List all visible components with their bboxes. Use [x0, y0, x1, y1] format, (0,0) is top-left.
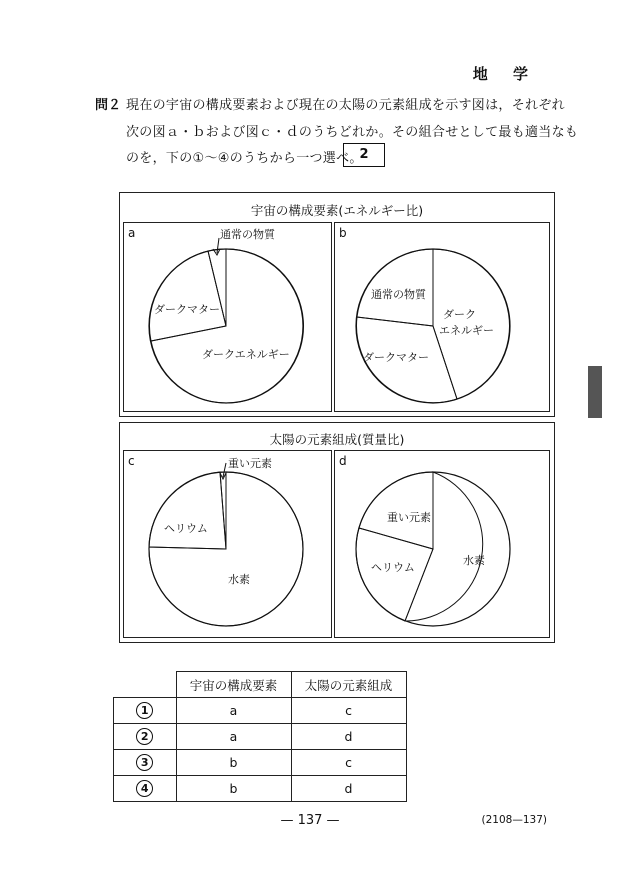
- pie-d-label-helium: ヘリウム: [371, 561, 415, 574]
- question-text-line-1: 現在の宇宙の構成要素および現在の太陽の元素組成を示す図は，それぞれ: [126, 98, 565, 113]
- pie-c-label-helium: ヘリウム: [164, 522, 208, 535]
- side-tab-marker: [588, 366, 602, 418]
- choice-cell[interactable]: [114, 750, 177, 776]
- universe-cell: b: [176, 750, 291, 776]
- universe-cell: a: [176, 724, 291, 750]
- choice-number[interactable]: 2: [136, 728, 153, 745]
- question-text-line-3: のを，下の①～④のうちから一つ選べ。: [126, 151, 363, 166]
- panel-c-letter: c: [128, 454, 135, 468]
- table-row[interactable]: [114, 776, 407, 802]
- panel-a-letter: a: [128, 226, 136, 240]
- pie-d-label-hydrogen: 水素: [463, 554, 485, 567]
- pie-a-slice-dark-matter: [149, 251, 226, 341]
- question-text-line-2: 次の図ａ・ｂおよび図ｃ・ｄのうちどれか。その組合せとして最も適当なも: [126, 125, 579, 140]
- sun-chart-title: 太陽の元素組成(質量比): [269, 432, 405, 447]
- choice-cell[interactable]: [114, 776, 177, 802]
- choice-number[interactable]: 1: [136, 702, 153, 719]
- pie-c-slice-helium: [149, 472, 226, 549]
- pie-b-label-dark-matter: ダークマター: [363, 351, 429, 364]
- choice-number[interactable]: 4: [136, 780, 153, 797]
- table-header-universe: 宇宙の構成要素: [176, 672, 291, 698]
- pie-d-slice-helium: [356, 528, 433, 621]
- subject-heading: 地 学: [472, 65, 538, 83]
- table-row[interactable]: [114, 750, 407, 776]
- panel-d-letter: d: [339, 454, 347, 468]
- page-code: (2108—137): [481, 814, 547, 826]
- choice-cell[interactable]: [114, 698, 177, 724]
- pie-a-label-dark-matter: ダークマター: [154, 303, 220, 316]
- universe-cell: a: [176, 698, 291, 724]
- panel-c: [123, 450, 332, 638]
- table-row[interactable]: [114, 698, 407, 724]
- sun-cell: d: [291, 776, 406, 802]
- universe-cell: b: [176, 776, 291, 802]
- panel-d: [334, 450, 550, 638]
- pie-b-label-dark-energy-2: エネルギー: [439, 324, 494, 337]
- choice-number[interactable]: 3: [136, 754, 153, 771]
- pie-d: [335, 451, 549, 637]
- panel-b-letter: b: [339, 226, 347, 240]
- answer-table: [113, 671, 407, 802]
- pie-a: [124, 223, 331, 411]
- sun-cell: c: [291, 698, 406, 724]
- pie-a-label-dark-energy: ダークエネルギー: [202, 348, 290, 361]
- choice-cell[interactable]: [114, 724, 177, 750]
- page-number: — 137 —: [280, 813, 340, 828]
- pie-d-label-heavy: 重い元素: [387, 511, 431, 524]
- question-number: 問２: [95, 98, 122, 113]
- pie-b: [335, 223, 549, 411]
- universe-chart-group: [119, 192, 555, 417]
- sun-cell: d: [291, 724, 406, 750]
- table-row[interactable]: [114, 724, 407, 750]
- pie-b-label-dark-energy-1: ダーク: [443, 308, 476, 321]
- pie-c-label-heavy: 重い元素: [228, 457, 272, 470]
- pie-c-slice-hydrogen: [149, 472, 303, 626]
- universe-chart-title: 宇宙の構成要素(エネルギー比): [250, 203, 424, 218]
- answer-box[interactable]: 2: [343, 143, 385, 167]
- pie-c-label-hydrogen: 水素: [228, 573, 250, 586]
- pie-a-label-ordinary: 通常の物質: [220, 228, 275, 241]
- pie-c: [124, 451, 331, 637]
- pie-d-slice-hydrogen: [405, 472, 483, 621]
- table-header-sun: 太陽の元素組成: [291, 672, 406, 698]
- sun-chart-group: [119, 422, 555, 643]
- panel-a: [123, 222, 332, 412]
- pie-b-label-ordinary: 通常の物質: [371, 288, 426, 301]
- table-header-blank: [114, 672, 177, 698]
- sun-cell: c: [291, 750, 406, 776]
- table-header-row: [114, 672, 407, 698]
- panel-b: [334, 222, 550, 412]
